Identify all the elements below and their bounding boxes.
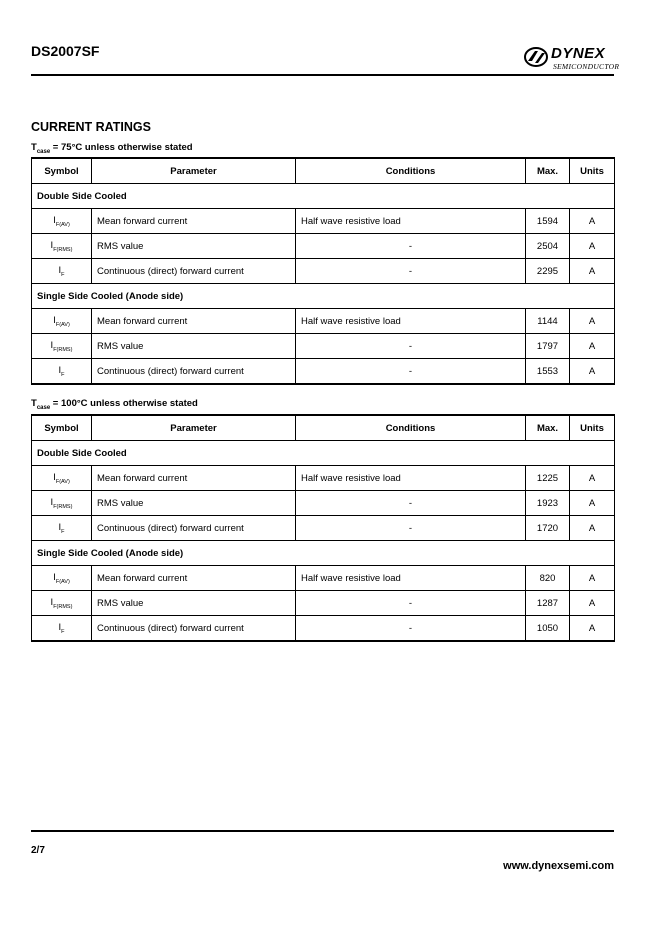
conditions-cell: Half wave resistive load <box>296 209 526 234</box>
max-cell: 2295 <box>526 259 570 284</box>
conditions-cell: Half wave resistive load <box>296 566 526 591</box>
units-cell: A <box>570 234 615 259</box>
table-row <box>32 359 615 385</box>
document-part-number: DS2007SF <box>31 43 100 59</box>
conditions-cell: - <box>296 234 526 259</box>
max-cell: 2504 <box>526 234 570 259</box>
table-row <box>32 491 615 516</box>
col-header-parameter: Parameter <box>92 415 296 441</box>
dynex-logo <box>523 44 620 72</box>
table-row <box>32 309 615 334</box>
group-row <box>32 184 615 209</box>
ratings-table-100c <box>31 414 615 642</box>
parameter-cell: RMS value <box>92 334 296 359</box>
table-row <box>32 516 615 541</box>
symbol-cell: $I_{F(RMS)}$ <box>32 334 92 359</box>
symbol-cell: $I_{F(AV)}$ <box>32 466 92 491</box>
group-row <box>32 541 615 566</box>
footer-rule <box>31 830 614 832</box>
conditions-cell: - <box>296 359 526 385</box>
conditions-cell: - <box>296 591 526 616</box>
section-title: CURRENT RATINGS <box>31 120 151 134</box>
website-url: www.dynexsemi.com <box>503 860 614 872</box>
parameter-cell: Continuous (direct) forward current <box>92 359 296 385</box>
table-row <box>32 566 615 591</box>
table-row <box>32 234 615 259</box>
max-cell: 1797 <box>526 334 570 359</box>
units-cell: A <box>570 209 615 234</box>
header-rule <box>31 74 614 76</box>
col-header-symbol: Symbol <box>32 415 92 441</box>
group-label: Double Side Cooled <box>32 184 615 209</box>
col-header-symbol: Symbol <box>32 158 92 184</box>
page-number: 2/7 <box>31 845 45 856</box>
symbol-cell: $I_{F(AV)}$ <box>32 566 92 591</box>
max-cell: 1225 <box>526 466 570 491</box>
table-header-row <box>32 415 615 441</box>
conditions-cell: - <box>296 334 526 359</box>
col-header-max: Max. <box>526 415 570 441</box>
conditions-cell: - <box>296 491 526 516</box>
table2-condition: $T_{case} = 100^\circ C$ unless otherwise stated <box>31 398 198 411</box>
conditions-cell: - <box>296 616 526 642</box>
conditions-cell: - <box>296 259 526 284</box>
units-cell: A <box>570 566 615 591</box>
parameter-cell: Mean forward current <box>92 309 296 334</box>
parameter-cell: Continuous (direct) forward current <box>92 259 296 284</box>
parameter-cell: RMS value <box>92 234 296 259</box>
conditions-cell: Half wave resistive load <box>296 466 526 491</box>
table1-condition: $T_{case} = 75^\circ C$ unless otherwise stated <box>31 142 193 155</box>
table-row <box>32 209 615 234</box>
symbol-cell: $I_{F(RMS)}$ <box>32 491 92 516</box>
group-row <box>32 441 615 466</box>
units-cell: A <box>570 591 615 616</box>
parameter-cell: RMS value <box>92 491 296 516</box>
table-row <box>32 259 615 284</box>
max-cell: 820 <box>526 566 570 591</box>
symbol-cell: $I_F$ <box>32 616 92 642</box>
group-label: Single Side Cooled (Anode side) <box>32 284 615 309</box>
parameter-cell: Mean forward current <box>92 566 296 591</box>
col-header-units: Units <box>570 415 615 441</box>
table-row <box>32 616 615 642</box>
units-cell: A <box>570 616 615 642</box>
max-cell: 1923 <box>526 491 570 516</box>
units-cell: A <box>570 359 615 385</box>
group-label: Double Side Cooled <box>32 441 615 466</box>
units-cell: A <box>570 309 615 334</box>
conditions-cell: Half wave resistive load <box>296 309 526 334</box>
col-header-conditions: Conditions <box>296 415 526 441</box>
logo-wordmark: DYNEX <box>551 45 606 62</box>
symbol-cell: $I_{F(RMS)}$ <box>32 591 92 616</box>
table-row <box>32 466 615 491</box>
units-cell: A <box>570 259 615 284</box>
units-cell: A <box>570 516 615 541</box>
col-header-units: Units <box>570 158 615 184</box>
max-cell: 1144 <box>526 309 570 334</box>
symbol-cell: $I_F$ <box>32 516 92 541</box>
logo-subtitle: SEMICONDUCTOR <box>553 62 620 71</box>
max-cell: 1720 <box>526 516 570 541</box>
symbol-cell: $I_F$ <box>32 359 92 385</box>
parameter-cell: Continuous (direct) forward current <box>92 516 296 541</box>
units-cell: A <box>570 334 615 359</box>
parameter-cell: Continuous (direct) forward current <box>92 616 296 642</box>
max-cell: 1050 <box>526 616 570 642</box>
symbol-cell: $I_{F(AV)}$ <box>32 209 92 234</box>
symbol-cell: $I_{F(AV)}$ <box>32 309 92 334</box>
parameter-cell: Mean forward current <box>92 466 296 491</box>
conditions-cell: - <box>296 516 526 541</box>
col-header-conditions: Conditions <box>296 158 526 184</box>
group-row <box>32 284 615 309</box>
units-cell: A <box>570 466 615 491</box>
parameter-cell: RMS value <box>92 591 296 616</box>
ratings-table-75c <box>31 157 615 385</box>
group-label: Single Side Cooled (Anode side) <box>32 541 615 566</box>
max-cell: 1553 <box>526 359 570 385</box>
parameter-cell: Mean forward current <box>92 209 296 234</box>
max-cell: 1594 <box>526 209 570 234</box>
table-row <box>32 334 615 359</box>
col-header-max: Max. <box>526 158 570 184</box>
units-cell: A <box>570 491 615 516</box>
dynex-logo-icon <box>523 46 549 68</box>
symbol-cell: $I_F$ <box>32 259 92 284</box>
col-header-parameter: Parameter <box>92 158 296 184</box>
max-cell: 1287 <box>526 591 570 616</box>
table-header-row <box>32 158 615 184</box>
symbol-cell: $I_{F(RMS)}$ <box>32 234 92 259</box>
table-row <box>32 591 615 616</box>
